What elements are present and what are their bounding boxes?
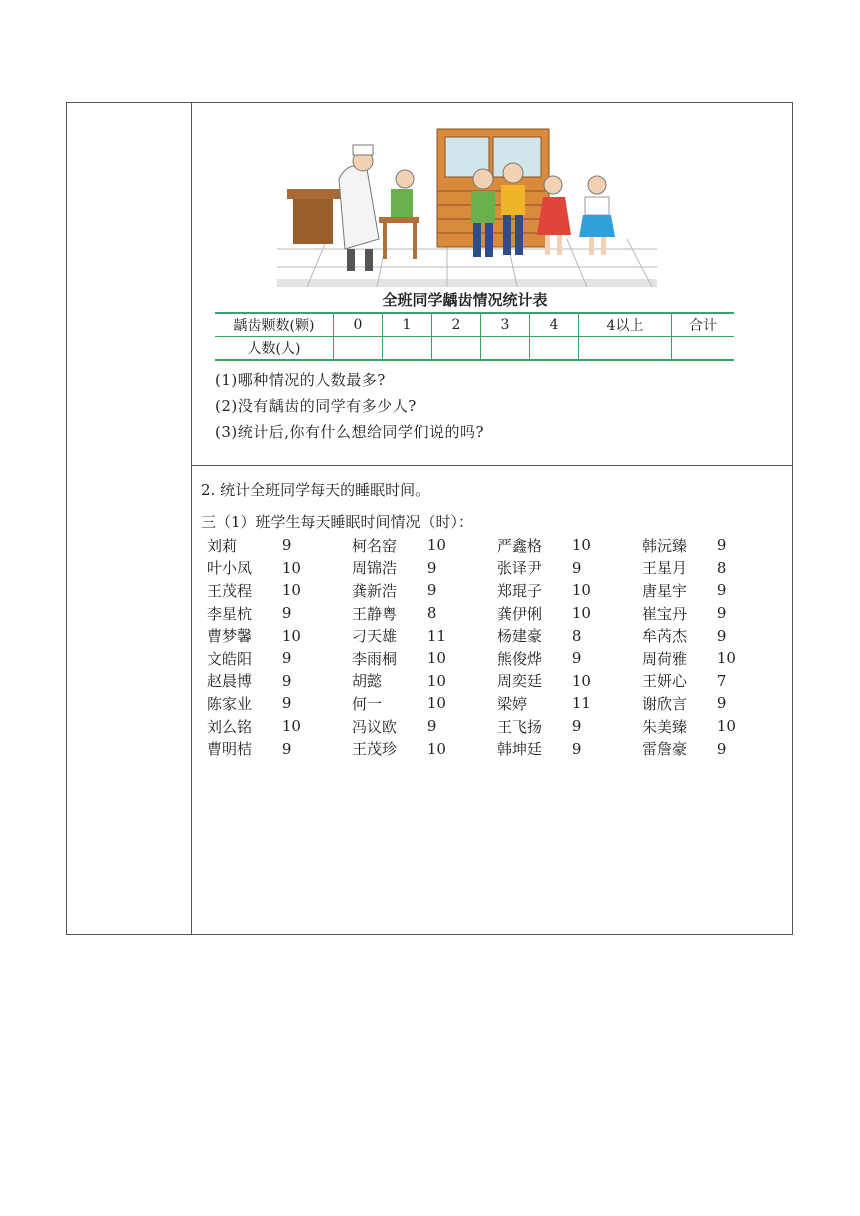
student-name: 王静粤 — [352, 604, 398, 623]
sleep-hours: 9 — [716, 604, 727, 623]
student-name: 赵晨博 — [207, 672, 253, 691]
survey-table-title: 全班同学龋齿情况统计表 — [382, 291, 548, 309]
student-name: 梁婷 — [497, 694, 528, 713]
list-item — [207, 737, 787, 760]
student-name: 谢欣言 — [642, 694, 688, 713]
sleep-hours: 9 — [281, 671, 292, 690]
sleep-hours: 9 — [426, 581, 437, 600]
header-cell: 龋齿颗数(颗) — [215, 313, 334, 337]
header-cell: 1 — [383, 313, 432, 337]
student-name: 柯名窑 — [352, 536, 398, 555]
header-cell: 4 — [530, 313, 579, 337]
student-name: 周锦浩 — [352, 559, 398, 578]
student-name: 王茂珍 — [352, 740, 398, 759]
list-item — [207, 647, 787, 670]
sleep-hours: 9 — [716, 694, 727, 713]
student-name: 周奕廷 — [497, 672, 543, 691]
student-name: 韩坤廷 — [497, 740, 543, 759]
cavity-survey-table — [215, 312, 734, 361]
sleep-hours: 9 — [716, 536, 727, 555]
sleep-hours: 9 — [281, 604, 292, 623]
student-name: 周荷雅 — [642, 649, 688, 668]
student-name: 严鑫格 — [497, 536, 543, 555]
sleep-hours: 8 — [716, 558, 727, 577]
column-divider — [191, 103, 192, 934]
sleep-table-caption: 三（1）班学生每天睡眠时间情况（时）： — [201, 513, 474, 531]
list-item — [207, 557, 787, 580]
blank-cell — [481, 337, 530, 361]
sleep-hours: 10 — [281, 626, 301, 645]
blank-cell — [530, 337, 579, 361]
sleep-hours: 9 — [716, 739, 727, 758]
student-name: 牟芮杰 — [642, 627, 688, 646]
list-item — [207, 624, 787, 647]
header-cell: 合计 — [672, 313, 735, 337]
student-name: 唐星宇 — [642, 581, 688, 600]
student-name: 曹明桔 — [207, 740, 253, 759]
sleep-hours: 7 — [716, 671, 727, 690]
sleep-hours: 10 — [426, 671, 446, 690]
header-cell: 0 — [334, 313, 383, 337]
student-name: 胡懿 — [352, 672, 383, 691]
header-cell: 3 — [481, 313, 530, 337]
sleep-hours: 9 — [571, 649, 582, 668]
sleep-hours: 10 — [426, 536, 446, 555]
student-name: 龚伊俐 — [497, 604, 543, 623]
sleep-hours: 9 — [426, 717, 437, 736]
list-item — [207, 534, 787, 557]
sleep-hours: 9 — [716, 626, 727, 645]
sleep-hours: 9 — [426, 558, 437, 577]
list-item — [207, 579, 787, 602]
sleep-hours: 9 — [571, 558, 582, 577]
student-name: 王飞扬 — [497, 717, 543, 736]
sleep-hours: 10 — [281, 581, 301, 600]
student-name: 何一 — [352, 694, 383, 713]
student-name: 王妍心 — [642, 672, 688, 691]
sleep-hours: 9 — [571, 739, 582, 758]
sleep-time-list — [207, 534, 787, 760]
sleep-hours: 10 — [426, 694, 446, 713]
sleep-hours: 10 — [571, 604, 591, 623]
sleep-hours: 9 — [281, 649, 292, 668]
list-item — [207, 692, 787, 715]
student-name: 郑琨子 — [497, 581, 543, 600]
sleep-hours: 10 — [281, 717, 301, 736]
sleep-hours: 10 — [716, 649, 736, 668]
student-name: 朱美臻 — [642, 717, 688, 736]
sleep-hours: 9 — [281, 536, 292, 555]
student-name: 刘莉 — [207, 536, 238, 555]
table-row — [215, 313, 734, 337]
student-name: 叶小凤 — [207, 559, 253, 578]
list-item — [207, 715, 787, 738]
table-row — [215, 337, 734, 361]
student-name: 刘么铭 — [207, 717, 253, 736]
student-name: 崔宝丹 — [642, 604, 688, 623]
student-name: 曹梦馨 — [207, 627, 253, 646]
dentist-checkup-illustration — [267, 109, 667, 289]
sleep-hours: 11 — [571, 694, 591, 713]
student-name: 冯议欧 — [352, 717, 398, 736]
sleep-hours: 8 — [426, 604, 437, 623]
sleep-hours: 9 — [281, 739, 292, 758]
question-1: (1)哪种情况的人数最多? — [215, 371, 386, 389]
task-2-instruction: 2. 统计全班同学每天的睡眠时间。 — [201, 481, 431, 499]
header-cell: 2 — [432, 313, 481, 337]
row-divider — [191, 465, 792, 466]
sleep-hours: 10 — [426, 739, 446, 758]
list-item — [207, 670, 787, 693]
student-name: 韩沅臻 — [642, 536, 688, 555]
header-cell: 4以上 — [579, 313, 672, 337]
sleep-hours: 9 — [571, 717, 582, 736]
student-name: 文皓阳 — [207, 649, 253, 668]
sleep-hours: 8 — [571, 626, 582, 645]
row-label: 人数(人) — [215, 337, 334, 361]
student-name: 熊俊烨 — [497, 649, 543, 668]
student-name: 刁天雄 — [352, 627, 398, 646]
blank-cell — [672, 337, 735, 361]
student-name: 张译尹 — [497, 559, 543, 578]
sleep-hours: 9 — [716, 581, 727, 600]
sleep-hours: 10 — [571, 581, 591, 600]
question-3: (3)统计后,你有什么想给同学们说的吗? — [215, 423, 485, 441]
student-name: 陈家业 — [207, 694, 253, 713]
student-name: 王星月 — [642, 559, 688, 578]
sleep-hours: 10 — [716, 717, 736, 736]
blank-cell — [383, 337, 432, 361]
student-name: 龚新浩 — [352, 581, 398, 600]
worksheet-table — [66, 102, 793, 935]
student-name: 李星杭 — [207, 604, 253, 623]
sleep-hours: 10 — [571, 671, 591, 690]
sleep-hours: 11 — [426, 626, 446, 645]
blank-cell — [334, 337, 383, 361]
student-name: 王茂程 — [207, 581, 253, 600]
sleep-hours: 10 — [571, 536, 591, 555]
sleep-hours: 9 — [281, 694, 292, 713]
sleep-hours: 10 — [281, 558, 301, 577]
student-name: 李雨桐 — [352, 649, 398, 668]
list-item — [207, 602, 787, 625]
blank-cell — [432, 337, 481, 361]
student-name: 雷詹豪 — [642, 740, 688, 759]
sleep-hours: 10 — [426, 649, 446, 668]
question-2: (2)没有龋齿的同学有多少人? — [215, 397, 417, 415]
student-name: 杨建豪 — [497, 627, 543, 646]
blank-cell — [579, 337, 672, 361]
